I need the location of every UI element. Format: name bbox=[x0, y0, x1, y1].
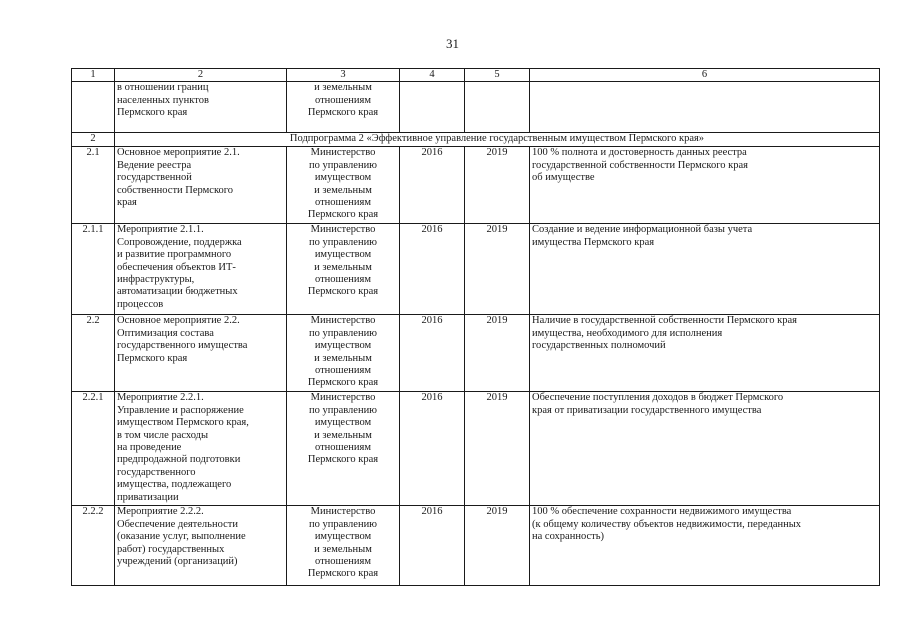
row-result: Обеспечение поступления доходов в бюджет Пермского края от приватизации государственного имущества bbox=[530, 392, 880, 506]
row-start-year: 2016 bbox=[400, 224, 465, 315]
table-row bbox=[72, 506, 880, 586]
row-start-year: 2016 bbox=[400, 392, 465, 506]
continuation-row bbox=[72, 82, 880, 133]
row-num: 2.2 bbox=[72, 315, 115, 392]
header-row bbox=[72, 69, 880, 82]
row-end-year: 2019 bbox=[465, 147, 530, 224]
row-start-year: 2016 bbox=[400, 506, 465, 586]
continuation-result bbox=[530, 82, 880, 133]
row-name: Основное мероприятие 2.2. Оптимизация состава государственного имущества Пермского края bbox=[115, 315, 287, 392]
header-cell-4: 4 bbox=[400, 69, 465, 82]
row-num: 2.1 bbox=[72, 147, 115, 224]
row-executor: Министерство по управлению имуществом и земельным отношениям Пермского края bbox=[287, 147, 400, 224]
row-end-year: 2019 bbox=[465, 224, 530, 315]
header-cell-5: 5 bbox=[465, 69, 530, 82]
header-cell-6: 6 bbox=[530, 69, 880, 82]
table-row bbox=[72, 315, 880, 392]
row-end-year: 2019 bbox=[465, 315, 530, 392]
subprogram-title: Подпрограмма 2 «Эффективное управление государственным имуществом Пермского края» bbox=[115, 133, 880, 147]
page-number: 31 bbox=[446, 36, 459, 51]
row-name: Мероприятие 2.2.1. Управление и распоряжение имуществом Пермского края, в том числе расходы на проведение предпродажной подготовки государственного имущества, подлежащего приватизации bbox=[115, 392, 287, 506]
continuation-start bbox=[400, 82, 465, 133]
continuation-executor: и земельным отношениям Пермского края bbox=[287, 82, 400, 133]
header-cell-1: 1 bbox=[72, 69, 115, 82]
row-result: 100 % полнота и достоверность данных реестра государственной собственности Пермского края об имуществе bbox=[530, 147, 880, 224]
row-result: Создание и ведение информационной базы учета имущества Пермского края bbox=[530, 224, 880, 315]
row-end-year: 2019 bbox=[465, 506, 530, 586]
row-result: Наличие в государственной собственности Пермского края имущества, необходимого для исполнения государственных полномочий bbox=[530, 315, 880, 392]
subprogram-row bbox=[72, 133, 880, 147]
table-row bbox=[72, 147, 880, 224]
row-start-year: 2016 bbox=[400, 315, 465, 392]
row-result: 100 % обеспечение сохранности недвижимого имущества (к общему количеству объектов недвижимости, переданных на сохранность) bbox=[530, 506, 880, 586]
row-num: 2.1.1 bbox=[72, 224, 115, 315]
continuation-num bbox=[72, 82, 115, 133]
row-executor: Министерство по управлению имуществом и земельным отношениям Пермского края bbox=[287, 315, 400, 392]
program-table bbox=[71, 68, 880, 586]
row-end-year: 2019 bbox=[465, 392, 530, 506]
row-name: Мероприятие 2.2.2. Обеспечение деятельности (оказание услуг, выполнение работ) государственных учреждений (организаций) bbox=[115, 506, 287, 586]
row-name: Основное мероприятие 2.1. Ведение реестра государственной собственности Пермского края bbox=[115, 147, 287, 224]
row-executor: Министерство по управлению имуществом и земельным отношениям Пермского края bbox=[287, 506, 400, 586]
header-cell-3: 3 bbox=[287, 69, 400, 82]
table-row bbox=[72, 224, 880, 315]
row-executor: Министерство по управлению имуществом и земельным отношениям Пермского края bbox=[287, 392, 400, 506]
continuation-name: в отношении границ населенных пунктов Пермского края bbox=[115, 82, 287, 133]
row-num: 2.2.1 bbox=[72, 392, 115, 506]
subprogram-num: 2 bbox=[72, 133, 115, 147]
continuation-end bbox=[465, 82, 530, 133]
row-executor: Министерство по управлению имуществом и земельным отношениям Пермского края bbox=[287, 224, 400, 315]
row-start-year: 2016 bbox=[400, 147, 465, 224]
header-cell-2: 2 bbox=[115, 69, 287, 82]
table-row bbox=[72, 392, 880, 506]
row-num: 2.2.2 bbox=[72, 506, 115, 586]
row-name: Мероприятие 2.1.1. Сопровождение, поддержка и развитие программного обеспечения объектов ИТ- инфраструктуры, автоматизации бюджетных процессов bbox=[115, 224, 287, 315]
